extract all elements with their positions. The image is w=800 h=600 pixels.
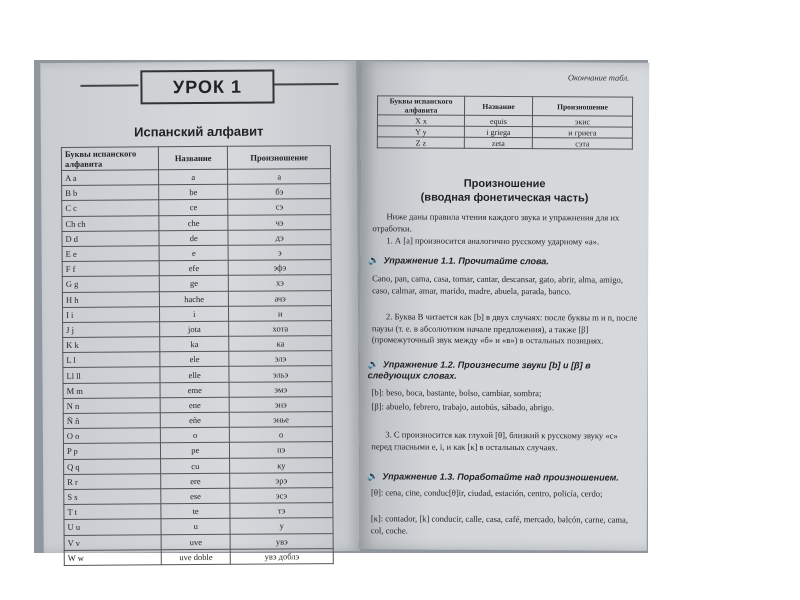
exercise-1-title [368,255,638,267]
pronunciation-cell: экис [533,116,633,128]
pronunciation-cell: эльэ [229,366,332,382]
letter-cell: V v [64,534,161,550]
letter-cell: R r [64,474,161,490]
pronunciation-cell: о [230,427,333,443]
pronunciation-cell: э [228,245,331,261]
speaker-icon: 🔊 [367,471,379,482]
letter-cell: K k [63,337,160,353]
pronunciation-cell: пэ [230,442,333,458]
name-cell: ere [161,473,230,489]
name-cell: efe [159,260,228,276]
name-cell: ese [161,488,230,504]
name-cell: i [159,306,228,322]
exercise-title-text: Упражнение 1.3. Поработайте над произношением. [382,471,619,483]
letter-cell: Y y [377,126,464,137]
pronunciation-cell: ку [230,457,333,473]
table-row [377,137,632,149]
intro-paragraph: Ниже даны правила чтения каждого звука и упражнения для их отработки. [372,211,620,234]
name-cell: ele [160,352,229,368]
name-cell: te [161,503,230,519]
page-title: Испанский алфавит [134,123,264,140]
pronunciation-cell: тэ [230,503,333,519]
letter-cell: Ll ll [63,367,160,383]
pronunciation-cell: и [229,305,332,321]
pronunciation-cell: сэта [532,138,632,150]
column-header: Название [158,146,228,169]
name-cell: e [159,245,228,261]
name-cell: ce [159,200,228,216]
name-cell: ene [160,397,229,413]
letter-cell: G g [62,276,159,292]
pronunciation-cell: чэ [228,214,331,230]
letter-cell: Ch ch [62,215,159,231]
name-cell: pe [160,443,229,459]
letter-cell: U u [64,519,161,535]
letter-cell: S s [64,489,161,505]
header-rule [80,84,138,86]
pronunciation-cell: элэ [229,351,332,367]
letter-cell: P p [63,443,160,459]
exercise-2-title [368,359,638,381]
letter-cell: M m [63,382,160,398]
column-header: Произношение [228,146,331,170]
name-cell: hache [159,291,228,307]
alphabet-table-continued [377,95,633,149]
pronunciation-cell: увэ [230,533,333,549]
name-cell: u [161,519,230,535]
pronunciation-cell: а [228,169,331,185]
exercise-2-line-2: [β]: abuelo, febrero, trabajo, autobús, sábado, abrigo. [371,401,554,413]
rule-1: 1. А [а] произносится аналогично русскому ударному «а». [386,235,600,247]
name-cell: a [159,169,228,185]
letter-cell: A a [62,170,159,186]
letter-cell: L l [63,352,160,368]
letter-cell: N n [63,398,160,414]
exercise-1-text: Cano, pan, cama, casa, tomar, cantar, descansar, gato, abrir, alma, amigo, caso, calmar, amar, marido, madre, abuela, parada, banco. [372,273,624,296]
column-header: Произношение [533,97,633,117]
column-header: Буквы испанского алфавита [377,96,464,115]
pronunciation-cell: бэ [228,184,331,200]
rule-3: 3. С произносится как глухой [θ], близкий к русскому звуку «с» перед гласными e, i, и как [к] в остальных случаях. [371,429,618,452]
name-cell: i griega [464,126,532,137]
exercise-title-text: Упражнение 1.2. Произнесите звуки [b] и [β] в следующих словах. [367,359,591,381]
table-row [64,548,333,565]
left-page [40,61,359,563]
name-cell: uve [161,534,230,550]
column-header: Буквы испанского алфавита [61,147,158,171]
speaker-icon: 🔊 [368,255,380,266]
name-cell: de [159,230,228,246]
letter-cell: Z z [377,137,464,148]
name-cell: equis [464,115,532,126]
pronunciation-cell: эфэ [229,260,332,276]
name-cell: che [159,215,228,231]
name-cell: eñe [160,412,229,428]
letter-cell: W w [64,549,161,565]
letter-cell: Ñ ñ [63,413,160,429]
letter-cell: D d [62,231,159,247]
table-header-row [377,96,632,116]
letter-cell: E e [62,246,159,262]
pronunciation-cell: ачэ [229,290,332,306]
name-cell: cu [161,458,230,474]
exercise-3-title [367,471,637,483]
letter-cell: O o [63,428,160,444]
exercise-2-line-1: [b]: beso, boca, bastante, bolso, cambiar, sombra; [371,387,542,399]
exercise-3-line-1: [θ]: cena, cine, conduc[θ]ir, ciudad, estación, centro, policía, cerdo; [370,487,603,499]
rule-2: 2. Буква B читается как [b] в двух случаях: после буквы m и n, после паузы (т. е. в абсолютном начале предложения), а также [β] (промежуточный звук между «б» и «в») в остальных позициях. [371,311,638,346]
exercise-title-text: Упражнение 1.1. Прочитайте слова. [383,255,549,267]
right-page [359,61,650,551]
table-header-row [61,146,330,171]
letter-cell: T t [64,504,161,520]
section-title: Произношение [463,177,546,191]
section-subtitle: (вводная фонетическая часть) [420,191,589,205]
lesson-label: УРОК 1 [140,69,274,104]
name-cell: jota [160,321,229,337]
pronunciation-cell: увэ доблэ [231,548,334,564]
letter-cell: J j [63,322,160,338]
letter-cell: Q q [64,458,161,474]
pronunciation-cell: и гриега [532,127,632,139]
pronunciation-cell: хэ [229,275,332,291]
letter-cell: C c [62,200,159,216]
pronunciation-cell: эсэ [230,488,333,504]
column-header: Название [464,96,532,115]
book-photo [34,60,648,563]
letter-cell: I i [62,306,159,322]
name-cell: elle [160,367,229,383]
pronunciation-cell: эрэ [230,472,333,488]
pronunciation-cell: у [230,518,333,534]
name-cell: o [160,427,229,443]
name-cell: ge [159,276,228,292]
letter-cell: F f [62,261,159,277]
header-rule [274,83,338,85]
pronunciation-cell: хота [229,320,332,336]
name-cell: ka [160,336,229,352]
pronunciation-cell: эмэ [229,381,332,397]
table-continuation-note: Окончание табл. [567,72,630,83]
pronunciation-cell: дэ [228,229,331,245]
pronunciation-cell: энье [230,412,333,428]
speaker-icon: 🔊 [367,359,379,370]
name-cell: eme [160,382,229,398]
exercise-3-line-2: [к]: contador, [k] conducir, calle, casa, café, mercado, balcón, carne, cama, col, coche. [370,513,629,535]
name-cell: uve doble [161,549,230,565]
pronunciation-cell: ка [229,336,332,352]
pronunciation-cell: энэ [230,396,333,412]
name-cell: zeta [464,137,532,148]
letter-cell: B b [62,185,159,201]
pronunciation-cell: сэ [228,199,331,215]
letter-cell: H h [62,291,159,307]
letter-cell: X x [377,115,464,126]
alphabet-table [61,145,334,566]
name-cell: be [159,184,228,200]
